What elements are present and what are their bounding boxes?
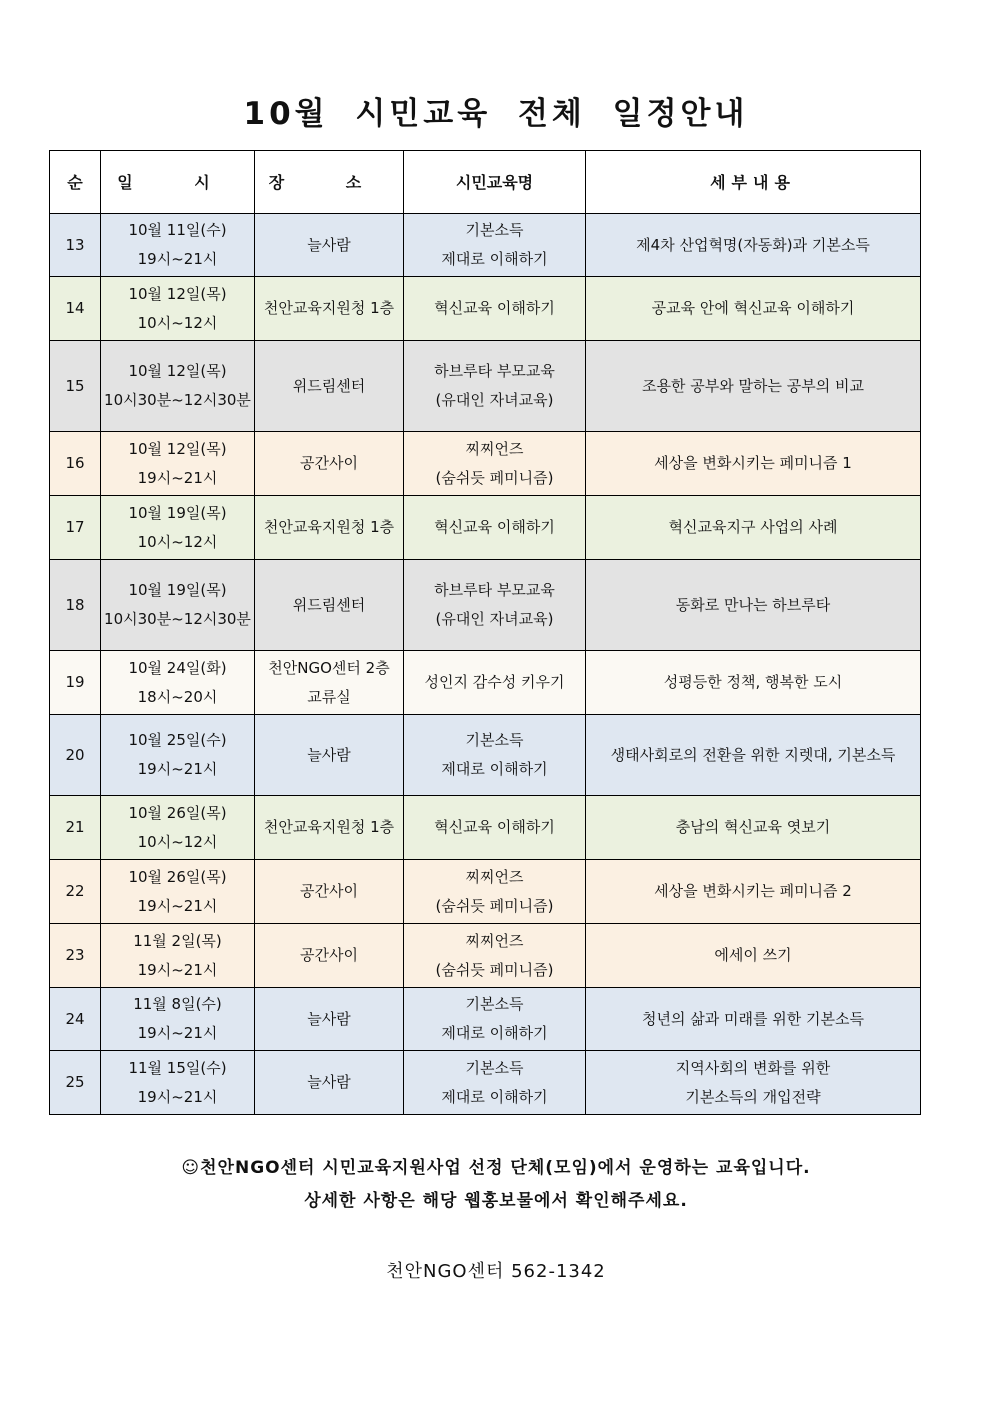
cell-datetime-text: 19시~21시 — [137, 896, 218, 915]
cell-course-name — [404, 432, 586, 496]
cell-course-name-text: 찌찌언즈 — [465, 439, 524, 458]
cell-datetime-text: 18시~20시 — [137, 687, 218, 706]
cell-no — [50, 796, 101, 860]
cell-place — [255, 988, 404, 1051]
cell-place — [255, 796, 404, 860]
cell-course-name-text: 혁신교육 이해하기 — [434, 518, 555, 536]
cell-place — [255, 277, 404, 341]
cell-detail — [586, 341, 921, 432]
cell-detail — [586, 560, 921, 651]
cell-detail — [586, 496, 921, 560]
cell-no — [50, 214, 101, 277]
cell-place-text: 늘사람 — [307, 1009, 351, 1028]
cell-no-text: 22 — [65, 882, 85, 900]
cell-course-name — [404, 924, 586, 988]
table-row — [50, 651, 921, 715]
cell-course-name — [404, 715, 586, 796]
cell-place — [255, 560, 404, 651]
cell-detail — [586, 1051, 921, 1115]
cell-detail — [586, 860, 921, 924]
table-row — [50, 560, 921, 651]
cell-course-name-text: (숨쉬듯 페미니즘) — [435, 896, 554, 915]
cell-course-name — [404, 860, 586, 924]
cell-course-name-text: 성인지 감수성 키우기 — [424, 673, 565, 691]
table-body — [50, 214, 921, 1115]
cell-place-text: 교류실 — [307, 687, 351, 706]
cell-detail-text: 조용한 공부와 말하는 공부의 비교 — [642, 376, 864, 395]
cell-course-name — [404, 1051, 586, 1115]
cell-datetime — [101, 496, 255, 560]
cell-place-text: 늘사람 — [307, 745, 351, 764]
cell-detail — [586, 924, 921, 988]
table-row — [50, 432, 921, 496]
cell-detail-text: 세상을 변화시키는 페미니즘 2 — [654, 882, 852, 900]
cell-course-name-text: (유대인 자녀교육) — [435, 391, 554, 409]
cell-no-text: 15 — [65, 376, 85, 395]
cell-datetime — [101, 277, 255, 341]
cell-place — [255, 715, 404, 796]
header-course-name: 시민교육명 — [404, 151, 586, 214]
header-detail: 세부내용 — [586, 151, 921, 214]
header-datetime: 일 시 — [101, 151, 255, 214]
footer-notice-detail: 상세한 사항은 해당 웹홍보물에서 확인해주세요. — [304, 1191, 688, 1211]
cell-no-text: 16 — [65, 454, 85, 472]
cell-course-name — [404, 988, 586, 1051]
cell-no — [50, 496, 101, 560]
cell-datetime-text: 11월 15일(수) — [128, 1058, 227, 1077]
cell-course-name-text: 제대로 이해하기 — [441, 1087, 548, 1106]
cell-datetime — [101, 560, 255, 651]
cell-datetime — [101, 924, 255, 988]
cell-no — [50, 651, 101, 715]
cell-datetime-text: 11월 2일(목) — [133, 931, 222, 950]
table-row — [50, 924, 921, 988]
cell-course-name-text: 기본소득 — [465, 995, 524, 1013]
cell-no — [50, 341, 101, 432]
cell-place — [255, 1051, 404, 1115]
cell-datetime-text: 10시~12시 — [137, 313, 218, 332]
table-header-row — [50, 151, 921, 214]
cell-detail-text: 공교육 안에 혁신교육 이해하기 — [651, 299, 855, 317]
cell-course-name — [404, 560, 586, 651]
cell-course-name-text: 찌찌언즈 — [465, 931, 524, 950]
cell-detail-text: 생태사회로의 전환을 위한 지렛대, 기본소득 — [610, 745, 896, 764]
table-row — [50, 1051, 921, 1115]
cell-detail-text: 기본소득의 개입전략 — [685, 1087, 821, 1106]
cell-course-name-text: 제대로 이해하기 — [441, 760, 548, 778]
cell-course-name — [404, 214, 586, 277]
cell-datetime-text: 10월 12일(목) — [128, 362, 227, 380]
table-row — [50, 860, 921, 924]
cell-datetime-text: 19시~21시 — [137, 760, 218, 778]
cell-datetime-text: 10월 12일(목) — [128, 284, 227, 303]
cell-detail-text: 혁신교육지구 사업의 사례 — [668, 518, 838, 536]
cell-detail — [586, 796, 921, 860]
cell-course-name-text: 혁신교육 이해하기 — [434, 818, 555, 836]
cell-datetime-text: 10월 25일(수) — [128, 731, 227, 749]
cell-no-text: 20 — [65, 745, 85, 764]
cell-no-text: 19 — [65, 673, 85, 691]
header-no: 순 — [50, 151, 101, 214]
cell-place-text: 공간사이 — [300, 946, 358, 964]
cell-course-name-text: 제대로 이해하기 — [441, 1024, 548, 1042]
cell-datetime-text: 10월 12일(목) — [128, 439, 227, 458]
cell-course-name-text: 기본소득 — [465, 221, 524, 239]
cell-place — [255, 651, 404, 715]
table-row — [50, 715, 921, 796]
cell-course-name-text: 혁신교육 이해하기 — [434, 299, 555, 317]
cell-course-name-text: (숨쉬듯 페미니즘) — [435, 468, 554, 487]
cell-no-text: 24 — [65, 1009, 85, 1028]
cell-datetime-text: 10시~12시 — [137, 532, 218, 551]
cell-detail-text: 제4차 산업혁명(자동화)과 기본소득 — [636, 235, 870, 254]
cell-course-name — [404, 496, 586, 560]
cell-datetime — [101, 796, 255, 860]
cell-no — [50, 432, 101, 496]
cell-datetime — [101, 341, 255, 432]
cell-no-text: 14 — [65, 299, 85, 317]
cell-no-text: 17 — [65, 518, 85, 536]
table-row — [50, 214, 921, 277]
header-place: 장 소 — [255, 151, 404, 214]
cell-no-text: 13 — [65, 235, 85, 254]
cell-course-name-text: 하브루타 부모교육 — [434, 581, 555, 599]
cell-datetime — [101, 1051, 255, 1115]
cell-detail-text: 성평등한 정책, 행복한 도시 — [663, 673, 843, 691]
cell-datetime — [101, 988, 255, 1051]
cell-detail — [586, 715, 921, 796]
cell-datetime — [101, 651, 255, 715]
cell-datetime-text: 19시~21시 — [137, 250, 218, 268]
cell-detail — [586, 432, 921, 496]
cell-course-name-text: 찌찌언즈 — [465, 867, 524, 886]
cell-no — [50, 715, 101, 796]
cell-place-text: 공간사이 — [300, 454, 358, 472]
cell-no — [50, 988, 101, 1051]
cell-place-text: 천안NGO센터 2층 — [268, 658, 390, 677]
cell-detail — [586, 988, 921, 1051]
cell-datetime-text: 10월 26일(목) — [128, 867, 227, 886]
cell-place-text: 천안교육지원청 1층 — [263, 518, 395, 536]
cell-no-text: 25 — [65, 1073, 85, 1091]
footer-contact: 천안NGO센터 562-1342 — [386, 1261, 606, 1282]
cell-datetime-text: 19시~21시 — [137, 1087, 218, 1106]
cell-datetime-text: 19시~21시 — [137, 960, 218, 979]
cell-place — [255, 341, 404, 432]
cell-course-name — [404, 796, 586, 860]
cell-datetime-text: 11월 8일(수) — [133, 995, 222, 1013]
cell-datetime-text: 10시30분~12시30분 — [104, 610, 251, 628]
cell-no-text: 18 — [65, 595, 85, 614]
cell-course-name-text: 기본소득 — [465, 1058, 524, 1077]
cell-datetime — [101, 860, 255, 924]
cell-no-text: 23 — [65, 946, 85, 964]
cell-detail-text: 충남의 혁신교육 엿보기 — [675, 818, 831, 836]
cell-datetime-text: 10월 24일(화) — [128, 658, 227, 677]
cell-place — [255, 214, 404, 277]
cell-detail — [586, 214, 921, 277]
cell-no — [50, 860, 101, 924]
footer-notice: ☺천안NGO센터 시민교육지원사업 선정 단체(모임)에서 운영하는 교육입니다. — [181, 1158, 811, 1178]
cell-datetime — [101, 432, 255, 496]
page-title: 10월 시민교육 전체 일정안내 — [243, 96, 749, 132]
table-row — [50, 277, 921, 341]
cell-place-text: 늘사람 — [307, 235, 351, 254]
cell-place-text: 위드림센터 — [292, 595, 366, 614]
cell-place — [255, 860, 404, 924]
cell-course-name-text: 제대로 이해하기 — [441, 250, 548, 268]
cell-detail — [586, 651, 921, 715]
cell-datetime-text: 10월 26일(목) — [128, 803, 227, 822]
cell-course-name-text: (유대인 자녀교육) — [435, 610, 554, 628]
cell-place-text: 공간사이 — [300, 882, 358, 900]
cell-detail-text: 에세이 쓰기 — [714, 946, 792, 964]
cell-no — [50, 277, 101, 341]
table-row — [50, 988, 921, 1051]
cell-detail-text: 세상을 변화시키는 페미니즘 1 — [654, 454, 852, 472]
cell-place-text: 위드림센터 — [292, 376, 366, 395]
cell-datetime-text: 10월 11일(수) — [128, 221, 227, 239]
cell-detail-text: 지역사회의 변화를 위한 — [675, 1058, 831, 1077]
cell-place — [255, 496, 404, 560]
cell-detail-text: 청년의 삶과 미래를 위한 기본소득 — [642, 1009, 864, 1028]
cell-no-text: 21 — [65, 818, 85, 836]
cell-course-name-text: 하브루타 부모교육 — [434, 362, 555, 380]
table-row — [50, 341, 921, 432]
cell-detail-text: 동화로 만나는 하브루타 — [675, 595, 831, 614]
schedule-table — [49, 150, 921, 1115]
cell-no — [50, 924, 101, 988]
cell-place — [255, 924, 404, 988]
cell-course-name-text: 기본소득 — [465, 731, 524, 749]
cell-course-name — [404, 277, 586, 341]
cell-detail — [586, 277, 921, 341]
cell-datetime-text: 10시30분~12시30분 — [104, 391, 251, 409]
cell-datetime — [101, 214, 255, 277]
cell-place — [255, 432, 404, 496]
table-row — [50, 796, 921, 860]
cell-datetime-text: 19시~21시 — [137, 468, 218, 487]
cell-place-text: 천안교육지원청 1층 — [263, 818, 395, 836]
table-row — [50, 496, 921, 560]
cell-datetime-text: 19시~21시 — [137, 1024, 218, 1042]
cell-course-name-text: (숨쉬듯 페미니즘) — [435, 960, 554, 979]
cell-datetime — [101, 715, 255, 796]
cell-place-text: 늘사람 — [307, 1073, 351, 1091]
cell-datetime-text: 10월 19일(목) — [128, 581, 227, 599]
cell-place-text: 천안교육지원청 1층 — [263, 299, 395, 317]
cell-no — [50, 560, 101, 651]
cell-no — [50, 1051, 101, 1115]
cell-datetime-text: 10시~12시 — [137, 832, 218, 851]
cell-datetime-text: 10월 19일(목) — [128, 503, 227, 522]
cell-course-name — [404, 341, 586, 432]
cell-course-name — [404, 651, 586, 715]
